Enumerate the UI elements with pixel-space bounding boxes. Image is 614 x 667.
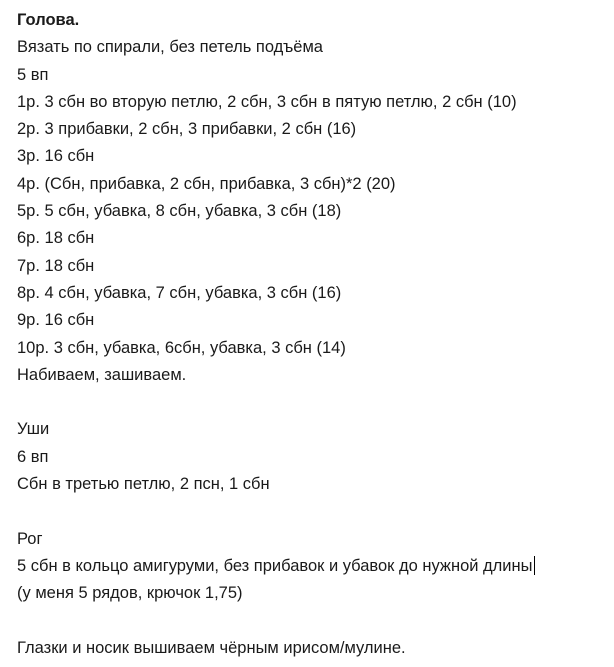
closing-line: Глазки и носик вышиваем чёрным ирисом/мулине. bbox=[17, 638, 406, 657]
row-instruction: 10р. 3 сбн, убавка, 6сбн, убавка, 3 сбн (14) bbox=[17, 338, 346, 357]
instruction-line: Вязать по спирали, без петель подъёма bbox=[17, 38, 323, 57]
instruction-line: (у меня 5 рядов, крючок 1,75) bbox=[17, 584, 243, 603]
instruction-text: 5 сбн в кольцо амигуруми, без прибавок и убавок до нужной длины bbox=[17, 556, 533, 575]
blank-line bbox=[17, 389, 604, 416]
section-heading-ears: Уши bbox=[17, 420, 50, 439]
row-instruction: 5р. 5 сбн, убавка, 8 сбн, убавка, 3 сбн (18) bbox=[17, 202, 342, 221]
row-instruction: 8р. 4 сбн, убавка, 7 сбн, убавка, 3 сбн (16) bbox=[17, 283, 342, 302]
row-instruction: 4р. (Сбн, прибавка, 2 сбн, прибавка, 3 сбн)*2 (20) bbox=[17, 174, 396, 193]
instruction-line: Сбн в третью петлю, 2 псн, 1 сбн bbox=[17, 475, 270, 494]
instruction-line: Набиваем, зашиваем. bbox=[17, 365, 187, 384]
blank-line bbox=[17, 608, 604, 635]
row-instruction: 7р. 18 сбн bbox=[17, 256, 95, 275]
row-instruction: 6р. 18 сбн bbox=[17, 229, 95, 248]
section-heading-horn: Рог bbox=[17, 529, 43, 548]
instruction-line: 6 вп bbox=[17, 447, 49, 466]
row-instruction: 1р. 3 сбн во вторую петлю, 2 сбн, 3 сбн в пятую петлю, 2 сбн (10) bbox=[17, 92, 517, 111]
document-body[interactable] bbox=[17, 7, 604, 662]
row-instruction: 2р. 3 прибавки, 2 сбн, 3 прибавки, 2 сбн (16) bbox=[17, 120, 357, 139]
text-caret bbox=[534, 556, 535, 575]
section-title: Голова. bbox=[17, 11, 80, 29]
instruction-line: 5 вп bbox=[17, 65, 49, 84]
row-instruction: 3р. 16 сбн bbox=[17, 147, 95, 166]
blank-line bbox=[17, 498, 604, 525]
row-instruction: 9р. 16 сбн bbox=[17, 311, 95, 330]
instruction-line-with-caret bbox=[17, 553, 604, 580]
